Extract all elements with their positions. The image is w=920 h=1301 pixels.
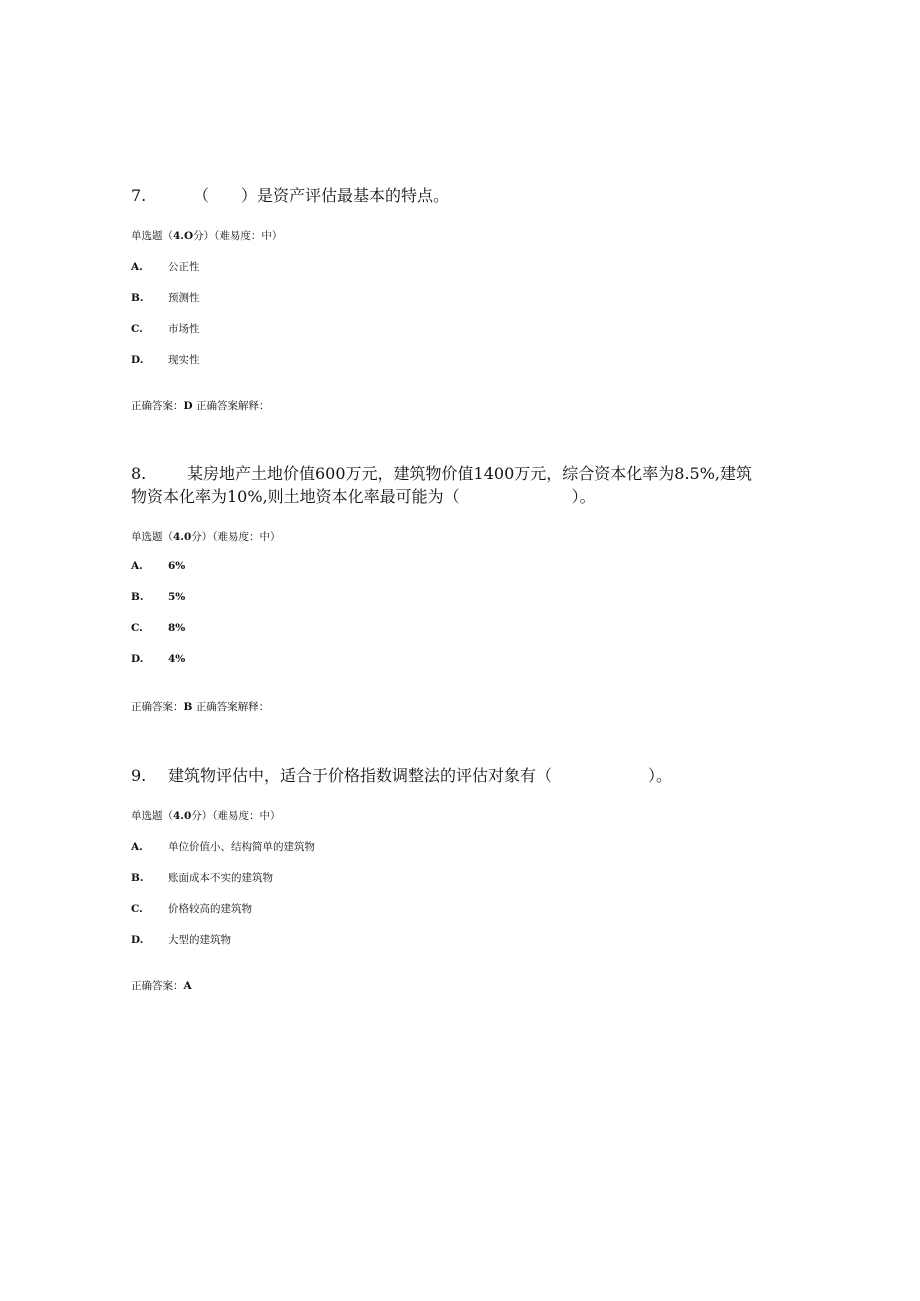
question-text-line1: 某房地产土地价值600万元，建筑物价值1400万元，综合资本化率为8.5%,建筑 <box>187 464 752 483</box>
correct-answer: 正确答案：A <box>131 980 192 992</box>
question-text: 建筑物评估中，适合于价格指数调整法的评估对象有（ ）。 <box>168 766 673 785</box>
question-stem-continued <box>131 485 791 508</box>
correct-answer: 正确答案：D 正确答案解释： <box>131 400 270 412</box>
option-a[interactable]: A. 6% <box>131 560 186 572</box>
correct-answer: 正确答案：B 正确答案解释： <box>131 701 270 713</box>
question-stem <box>131 462 791 485</box>
question-9 <box>131 764 791 992</box>
question-text-line2: 物资本化率为10%,则土地资本化率最可能为（ ）。 <box>131 487 596 506</box>
option-b[interactable]: B. 预测性 <box>131 292 200 304</box>
question-7 <box>131 184 791 412</box>
question-score: 4.0 <box>173 531 192 543</box>
option-c[interactable]: C. 价格较高的建筑物 <box>131 903 252 915</box>
option-c[interactable]: C. 8% <box>131 622 186 634</box>
question-meta: 单选题（4.0分）（难易度：中） <box>131 810 281 822</box>
question-number: 8. <box>131 464 147 483</box>
option-b[interactable]: B. 账面成本不实的建筑物 <box>131 872 273 884</box>
option-a[interactable]: A. 单位价值小、结构简单的建筑物 <box>131 841 315 853</box>
option-b[interactable]: B. 5% <box>131 591 186 603</box>
question-stem <box>131 184 791 207</box>
question-score: 4.O <box>173 230 194 242</box>
question-stem <box>131 764 791 787</box>
question-meta: 单选题（4.0分）（难易度：中） <box>131 531 281 543</box>
option-d[interactable]: D. 大型的建筑物 <box>131 934 231 946</box>
question-text: （ ）是资产评估最基本的特点。 <box>193 186 450 205</box>
question-score: 4.0 <box>173 810 192 822</box>
option-a[interactable]: A. 公正性 <box>131 261 200 273</box>
question-8 <box>131 462 791 713</box>
answer-value: B <box>183 701 193 713</box>
answer-value: A <box>183 980 192 992</box>
question-number: 7. <box>131 186 147 205</box>
option-d[interactable]: D. 现实性 <box>131 354 200 366</box>
question-number: 9. <box>131 766 147 785</box>
option-d[interactable]: D. 4% <box>131 653 186 665</box>
question-meta: 单选题（4.O分）（难易度：中） <box>131 230 283 242</box>
option-c[interactable]: C. 市场性 <box>131 323 200 335</box>
answer-value: D <box>183 400 193 412</box>
